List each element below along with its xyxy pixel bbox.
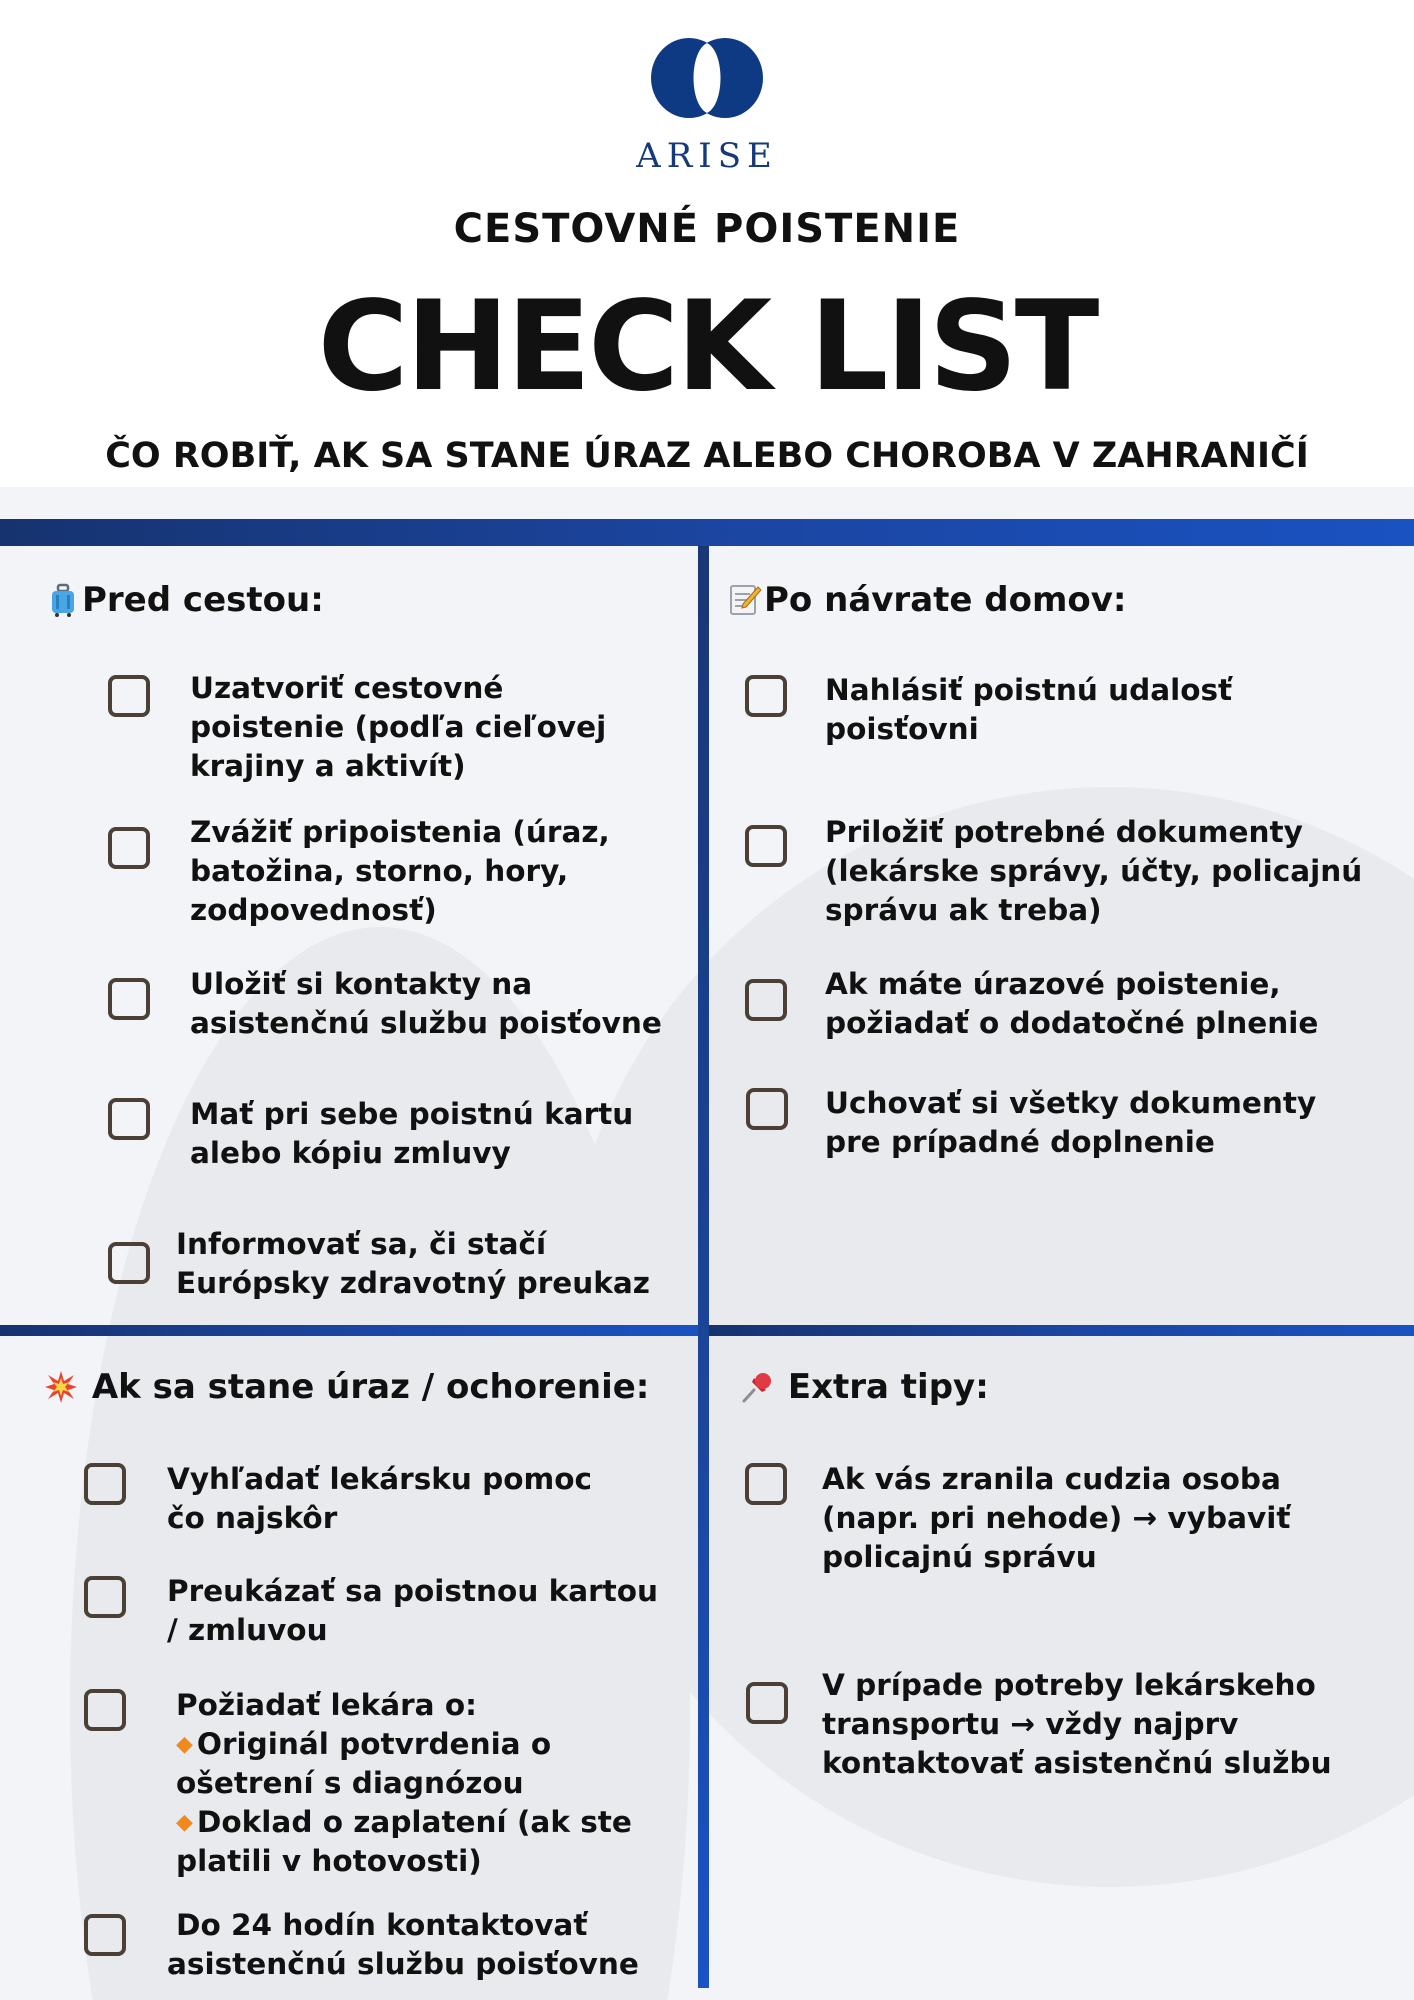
section-title-label: Ak sa stane úraz / ochorenie: [91,1367,650,1407]
item-text-line: Zvážiť pripoistenia (úraz, [190,815,610,849]
logo-text: ARISE [636,136,778,176]
item-text-line: Priložiť potrebné dokumenty [825,815,1303,849]
item-text-line: V prípade potreby lekárskeho [822,1668,1316,1702]
checkbox-before-1[interactable] [108,675,150,717]
orange-diamond-icon: ◆ [176,1810,193,1835]
section-title-label: Po návrate domov: [764,580,1127,620]
checkbox-after-1[interactable] [745,675,787,717]
item-text-line: Ak máte úrazové poistenie, [825,967,1281,1001]
checklist-item-tips-2 [822,1666,1332,1783]
orange-diamond-icon: ◆ [176,1732,193,1757]
checklist-item-injury-4 [167,1906,639,1984]
checkbox-injury-2[interactable] [84,1576,126,1618]
checkbox-after-3[interactable] [745,979,787,1021]
item-text-line: Do 24 hodín kontaktovať [176,1908,588,1942]
middle-divider-left [0,1325,698,1336]
item-text-line: pre prípadné doplnenie [825,1125,1215,1159]
item-text-line: Vyhľadať lekársku pomoc [167,1462,593,1496]
item-text-line: kontaktovať asistenčnú službu [822,1746,1332,1780]
checkbox-tips-2[interactable] [746,1682,788,1724]
item-text-line: policajnú správu [822,1540,1097,1574]
item-text-line: Nahlásiť poistnú udalosť [825,673,1233,707]
item-text-line: Informovať sa, či stačí [176,1227,547,1261]
luggage-icon [46,583,80,617]
checkbox-tips-1[interactable] [745,1463,787,1505]
arise-logo-icon [647,36,767,120]
item-text-line: poisťovni [825,712,979,746]
checklist-item-before-1 [190,669,606,786]
item-text-line: Uzatvoriť cestovné [190,671,504,705]
item-text-line: čo najskôr [167,1501,338,1535]
item-text-line: batožina, storno, hory, [190,854,569,888]
section-title-extra-tips [740,1366,989,1408]
item-text-line: (lekárske správy, účty, policajnú [825,854,1363,888]
checkbox-injury-1[interactable] [84,1463,126,1505]
memo-icon [728,583,762,617]
checklist-item-injury-1 [167,1460,592,1538]
page-title: CHECK LIST [317,275,1097,419]
item-text-line: poistenie (podľa cieľovej [190,710,607,744]
item-text-line: Požiadať lekára o: [176,1688,477,1722]
page-subtitle: CESTOVNÉ POISTENIE [453,206,961,252]
checklist-item-before-3 [190,965,662,1043]
item-text-line: zodpovednosť) [190,893,437,927]
item-text-line: Preukázať sa poistnou kartou [167,1574,659,1608]
top-divider [0,519,1414,546]
item-text-line: platili v hotovosti) [176,1844,482,1878]
checklist-item-after-2 [825,813,1362,930]
checklist-item-before-4 [190,1095,633,1173]
item-text-line: (napr. pri nehode) → vybaviť [822,1501,1291,1535]
item-text-line: alebo kópiu zmluvy [190,1136,511,1170]
item-text-line: Európsky zdravotný preukaz [176,1266,650,1300]
item-text-line: Ak vás zranila cudzia osoba [822,1462,1281,1496]
checkbox-before-4[interactable] [108,1098,150,1140]
item-text-line: asistenčnú službu poisťovne [190,1006,662,1040]
checklist-item-injury-3 [176,1686,632,1881]
checklist-item-injury-2 [167,1572,658,1650]
collision-icon [44,1370,78,1404]
item-text-line: transportu → vždy najprv [822,1707,1239,1741]
item-text-line: / zmluvou [167,1613,328,1647]
item-text-line: asistenčnú službu poisťovne [167,1947,639,1981]
section-title-injury [44,1366,649,1408]
checklist-item-tips-1 [822,1460,1290,1577]
item-text-line: požiadať o dodatočné plnenie [825,1006,1319,1040]
checkbox-injury-3[interactable] [84,1689,126,1731]
page-tagline: ČO ROBIŤ, AK SA STANE ÚRAZ ALEBO CHOROBA V ZAHRANIČÍ [105,436,1309,476]
item-text-line: krajiny a aktivít) [190,749,466,783]
vertical-divider [698,546,709,1988]
item-text-line: ošetrení s diagnózou [176,1766,524,1800]
pushpin-icon [740,1370,774,1404]
checkbox-after-2[interactable] [745,825,787,867]
checklist-item-before-5 [176,1225,650,1303]
checkbox-before-3[interactable] [108,978,150,1020]
checklist-item-after-3 [825,965,1318,1043]
checkbox-after-4[interactable] [746,1088,788,1130]
bullet-line: ◆ Originál potvrdenia o [176,1727,552,1761]
section-title-after-return [728,579,1127,621]
item-text-line: Uchovať si všetky dokumenty [825,1086,1317,1120]
section-title-before-trip [46,579,324,621]
checkbox-before-5[interactable] [108,1242,150,1284]
checklist-item-after-1 [825,671,1232,749]
item-text-line: Uložiť si kontakty na [190,967,533,1001]
checklist-item-after-4 [825,1084,1316,1162]
bullet-line: ◆ Doklad o zaplatení (ak ste [176,1805,632,1839]
section-title-label: Pred cestou: [82,580,324,620]
item-text-line: Mať pri sebe poistnú kartu [190,1097,634,1131]
checkbox-before-2[interactable] [108,827,150,869]
header [0,0,1414,487]
middle-divider-right [709,1325,1414,1336]
checkbox-injury-4[interactable] [84,1914,126,1956]
section-title-label: Extra tipy: [787,1367,989,1407]
item-text-line: správu ak treba) [825,893,1102,927]
checklist-item-before-2 [190,813,610,930]
